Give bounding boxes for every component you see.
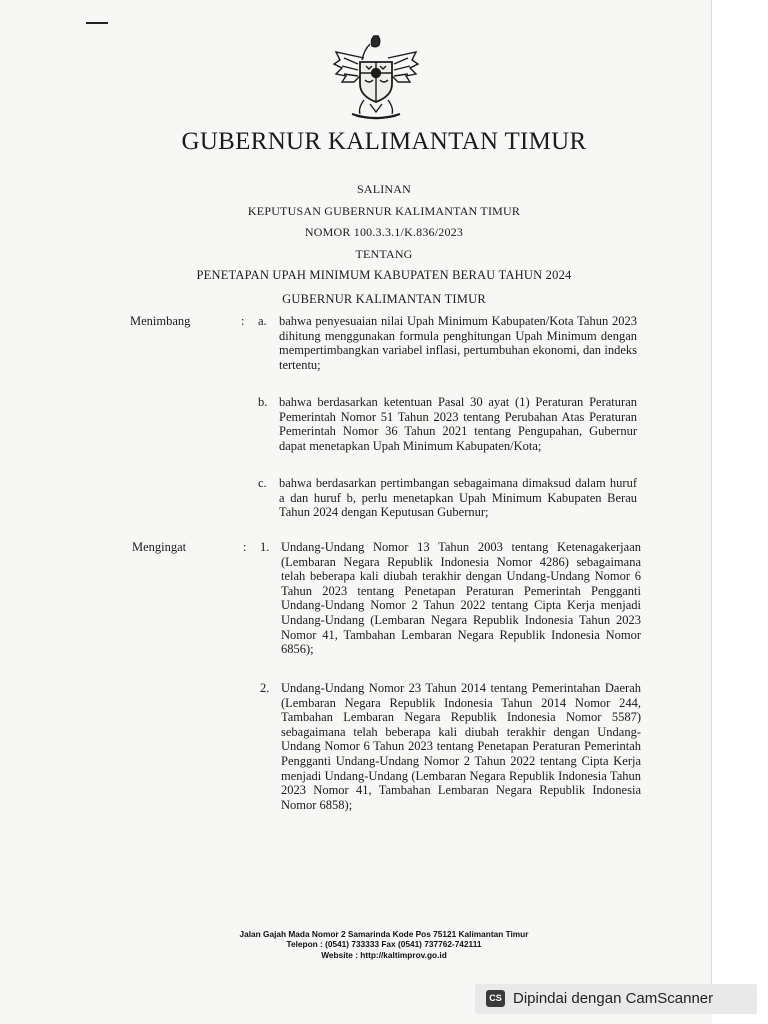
- footer-website: Website : http://kaltimprov.go.id: [321, 950, 447, 960]
- copy-label: SALINAN: [356, 182, 412, 196]
- camscanner-icon: CS: [486, 990, 505, 1007]
- menimbang-colon: :: [241, 314, 245, 328]
- footer-address: Jalan Gajah Mada Nomor 2 Samarinda Kode Pos 75121 Kalimantan Timur: [239, 929, 529, 939]
- menimbang-item-a: bahwa penyesuaian nilai Upah Minimum Kabupaten/Kota Tahun 2023 dihitung menggunakan formula penghitungan Upah Minimum dengan mempertimbangkan variabel inflasi, pertumbuhan ekonomi, dan indeks tertentu;: [279, 314, 637, 372]
- decree-heading: KEPUTUSAN GUBERNUR KALIMANTAN TIMUR: [247, 204, 521, 218]
- decree-subject: PENETAPAN UPAH MINIMUM KABUPATEN BERAU TAHUN 2024: [196, 268, 572, 282]
- about-label: TENTANG: [355, 247, 413, 261]
- menimbang-marker-a: a.: [258, 314, 267, 328]
- menimbang-marker-b: b.: [258, 395, 268, 409]
- governor-title: GUBERNUR KALIMANTAN TIMUR: [181, 128, 587, 155]
- menimbang-marker-c: c.: [258, 476, 267, 490]
- mengingat-marker-1: 1.: [260, 540, 270, 554]
- menimbang-label: Menimbang: [130, 314, 191, 328]
- footer-phone: Telepon : (0541) 733333 Fax (0541) 737762-742111: [286, 939, 482, 949]
- menimbang-item-c: bahwa berdasarkan pertimbangan sebagaimana dimaksud dalam huruf a dan huruf b, perlu menetapkan Upah Minimum Kabupaten Berau Tahun 2024 dengan Keputusan Gubernur;: [279, 476, 637, 520]
- mengingat-marker-2: 2.: [260, 681, 270, 695]
- mengingat-label: Mengingat: [132, 540, 187, 554]
- garuda-emblem-icon: [330, 30, 422, 124]
- authority-line: GUBERNUR KALIMANTAN TIMUR: [282, 292, 486, 306]
- camscanner-label: Dipindai dengan CamScanner: [513, 990, 714, 1007]
- menimbang-item-b: bahwa berdasarkan ketentuan Pasal 30 ayat (1) Peraturan Peraturan Pemerintah Nomor 51 Tahun 2023 tentang Perubahan Atas Peraturan Pemerintah Nomor 36 Tahun 2021 tentang Pengupahan, Gubernur dapat menetapkan Upah Minimum Kabupaten/Kota;: [279, 395, 637, 453]
- mengingat-item-2: Undang-Undang Nomor 23 Tahun 2014 tentang Pemerintahan Daerah (Lembaran Negara Republik Indonesia Tahun 2014 Nomor 244, Tambahan Lembaran Negara Republik Indonesia Nomor 5587) sebagaimana telah beberapa kali diubah terakhir dengan Undang-Undang Nomor 6 Tahun 2023 tentang Penetapan Peraturan Pemerintah Pengganti Undang-Undang Nomor 2 Tahun 2022 tentang Cipta Kerja menjadi Undang-Undang (Lembaran Negara Republik Indonesia Tahun 2023 Nomor 41, Tambahan Lembaran Negara Republik Indonesia Nomor 6858);: [281, 681, 641, 812]
- mengingat-colon: :: [243, 540, 247, 554]
- decree-number: NOMOR 100.3.3.1/K.836/2023: [304, 225, 464, 239]
- mengingat-item-1: Undang-Undang Nomor 13 Tahun 2003 tentang Ketenagakerjaan (Lembaran Negara Republik Indonesia Nomor 4286) sebagaimana telah beberapa kali diubah terakhir dengan Undang-Undang Nomor 6 Tahun 2023 tentang Penetapan Peraturan Pemerintah Pengganti Undang-Undang Nomor 2 Tahun 2022 tentang Cipta Kerja menjadi Undang-Undang (Lembaran Negara Republik Indonesia Tahun 2023 Nomor 41, Tambahan Lembaran Negara Republik Indonesia Nomor 6856);: [281, 540, 641, 657]
- margin-mark: [86, 22, 108, 24]
- camscanner-badge: [475, 984, 757, 1014]
